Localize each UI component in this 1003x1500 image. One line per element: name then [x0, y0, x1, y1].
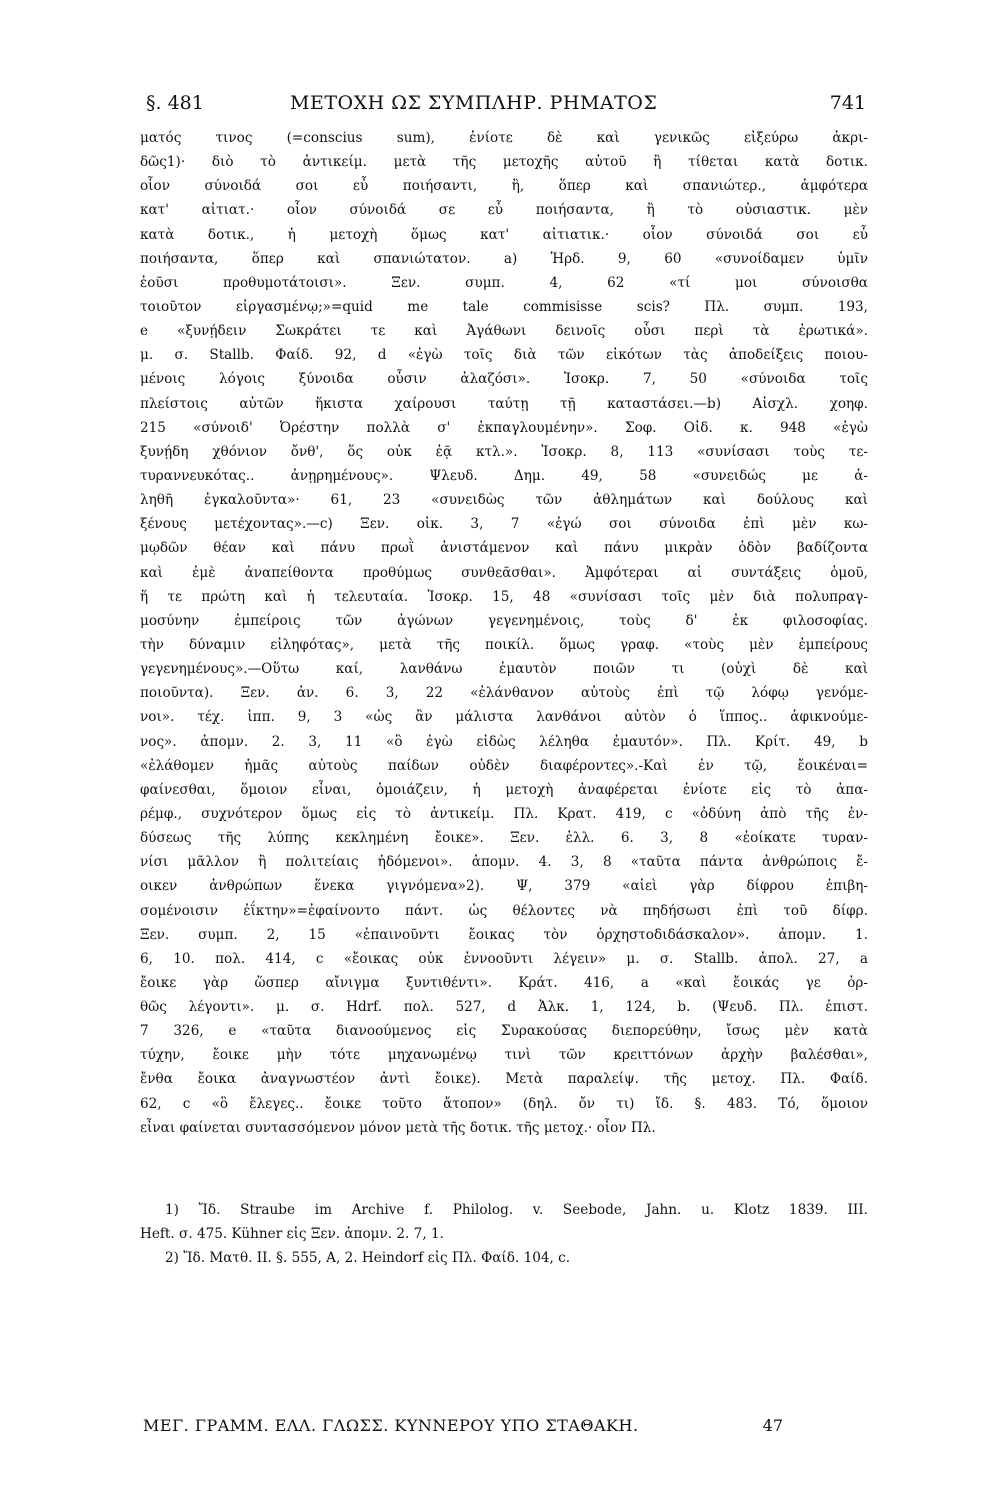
body-line: ἔοικε γὰρ ὥσπερ αἴνιγμα ξυντιθέντι». Κράτ. 416, a «καὶ ἔοικάς γε ὀρ- — [140, 974, 868, 991]
body-text — [140, 126, 868, 1140]
body-line: Ξεν. συμπ. 2, 15 «ἐπαινοῦντι ἔοικας τὸν ὀρχηστοδιδάσκαλον». ἀπομν. 1. — [140, 926, 868, 943]
running-header — [140, 92, 868, 126]
body-line: δύσεως τῆς λύπης κεκλημένη ἔοικε». Ξεν. ἑλλ. 6. 3, 8 «ἐοίκατε τυραν- — [140, 830, 868, 847]
body-line: οικεν ἀνθρώπων ἕνεκα γιγνόμενα»2). Ψ, 379 «αἰεὶ γὰρ δίφρου ἐπιβη- — [140, 878, 868, 895]
body-line: θῶς λέγοντι». μ. σ. Hdrf. πολ. 527, d Ἀλκ. 1, 124, b. (Ψευδ. Πλ. ἐπιστ. — [140, 999, 868, 1016]
body-line: γεγενημένους».—Οὕτω καί, λανθάνω ἐμαυτὸν ποιῶν τι (οὐχὶ δὲ καὶ — [140, 661, 868, 678]
body-line: καὶ ἐμὲ ἀναπείθοντα προθύμως συνθεᾶσθαι». Ἀμφότεραι αἱ συντάξεις ὁμοῦ, — [140, 564, 868, 581]
section-number: §. 481 — [146, 92, 204, 114]
body-line: τοιοῦτον εἰργασμένῳ;»=quid me tale commisisse scis? Πλ. συμπ. 193, — [140, 298, 868, 315]
body-line: «ἐλάθομεν ἡμᾶς αὐτοὺς παίδων οὐδὲν διαφέροντες».-Καὶ ἐν τῷ, ἔοικέναι= — [140, 757, 868, 774]
body-line: μένοις λόγοις ξύνοιδα οὖσιν ἀλαζόσι». Ἰσοκρ. 7, 50 «σύνοιδα τοῖς — [140, 371, 868, 388]
footnote-line: 2) Ἴδ. Ματθ. II. §. 555, A, 2. Heindorf εἰς Πλ. Φαίδ. 104, c. — [165, 1250, 571, 1266]
running-title: ΜΕΤΟΧΗ ΩΣ ΣΥΜΠΛΗΡ. ΡΗΜΑΤΟΣ — [290, 92, 658, 114]
body-line: ξένους μετέχοντας».—c) Ξεν. οἰκ. 3, 7 «ἐγώ σοι σύνοιδα ἐπὶ μὲν κω- — [140, 516, 868, 533]
body-line: τυραννευκότας.. ἀνῃρημένους». Ψλευδ. Δημ. 49, 58 «συνειδώς με ἀ- — [140, 467, 868, 484]
body-line: φαίνεσθαι, ὅμοιον εἶναι, ὁμοιάζειν, ἡ μετοχὴ ἀναφέρεται ἐνίοτε εἰς τὸ ἀπα- — [140, 781, 868, 798]
body-line: e «ξυνῄδειν Σωκράτει τε καὶ Ἀγάθωνι δεινοῖς οὖσι περὶ τὰ ἐρωτικά». — [140, 323, 868, 340]
page-number: 741 — [829, 92, 866, 114]
body-line: 62, c «ὃ ἔλεγες.. ἔοικε τοῦτο ἄτοπον» (δηλ. ὄν τι) ἴδ. §. 483. Τό, ὅμοιον — [140, 1095, 868, 1112]
body-line: ἔνθα ἔοικα ἀναγνωστέον ἀντὶ ἔοικε). Μετὰ παραλείψ. τῆς μετοχ. Πλ. Φαίδ. — [140, 1071, 868, 1088]
body-line: ρέμφ., συχνότερον ὅμως εἰς τὸ ἀντικείμ. Πλ. Κρατ. 419, c «ὀδύνη ἀπὸ τῆς ἐν- — [140, 805, 868, 822]
body-line: μῳδῶν θέαν καὶ πάνυ πρωῒ ἀνιστάμενον καὶ πάνυ μικρὰν ὁδὸν βαδίζοντα — [140, 540, 868, 557]
body-line: σομένοισιν ἐΐκτην»=ἐφαίνοντο πάντ. ὡς θέλοντες νὰ πηδήσωσι ἐπὶ τοῦ δίφρ. — [140, 902, 868, 919]
body-line: οἷον σύνοιδά σοι εὖ ποιήσαντι, ἢ, ὅπερ καὶ σπανιώτερ., ἀμφότερα — [140, 178, 868, 195]
body-line: κατὰ δοτικ., ἡ μετοχὴ ὅμως κατ' αἰτιατικ.· οἷον σύνοιδά σοι εὖ — [140, 226, 868, 243]
body-line: ξυνῄδη χθόνιον ὄνθ', ὅς οὐκ ἐᾷ κτλ.». Ἰσοκρ. 8, 113 «συνίσασι τοὺς τε- — [140, 443, 868, 460]
body-line: τὴν δύναμιν εἰληφότας», μετὰ τῆς ποικίλ. ὅμως γραφ. «τοὺς μὲν ἐμπείρους — [140, 636, 868, 653]
body-line: τύχην, ἔοικε μὴν τότε μηχανωμένῳ τινὶ τῶν κρειττόνων ἀρχὴν βαλέσθαι», — [140, 1047, 868, 1064]
sheet-number: 47 — [762, 1416, 783, 1435]
footnote-line: 1) Ἴδ. Straube im Archive f. Philolog. v. Seebode, Jahn. u. Klotz 1839. III. — [165, 1202, 868, 1218]
body-line: 7 326, e «ταῦτα διανοούμενος εἰς Συρακούσας διεπορεύθην, ἴσως μὲν κατὰ — [140, 1023, 868, 1040]
body-line: μ. σ. Stallb. Φαίδ. 92, d «ἐγὼ τοῖς διὰ τῶν εἰκότων τὰς ἀποδείξεις ποιου- — [140, 347, 868, 364]
signature-line: ΜΕΓ. ΓΡΑΜΜ. ΕΛΛ. ΓΛΩΣΣ. ΚΥΝΝΕΡΟΥ ΥΠΟ ΣΤΑΘΑΚΗ. — [143, 1416, 639, 1435]
body-line: 6, 10. πολ. 414, c «ἔοικας οὐκ ἐννοοῦντι λέγειν» μ. σ. Stallb. ἀπολ. 27, a — [140, 950, 868, 967]
body-line: πλείστοις αὐτῶν ἥκιστα χαίρουσι ταύτῃ τῇ καταστάσει.—b) Αἰσχλ. χοηφ. — [140, 395, 868, 412]
body-line: νος». ἀπομν. 2. 3, 11 «ὃ ἐγὼ εἰδὼς λέληθα ἐμαυτόν». Πλ. Κρίτ. 49, b — [140, 733, 868, 750]
body-line: ἥ τε πρώτη καὶ ἡ τελευταία. Ἰσοκρ. 15, 48 «συνίσασι τοῖς μὲν διὰ πολυπραγ- — [140, 588, 868, 605]
body-line: ἐοῦσι προθυμοτάτοισι». Ξεν. συμπ. 4, 62 «τί μοι σύνοισθα — [140, 274, 868, 291]
body-line: ματός τινος (=conscius sum), ἐνίοτε δὲ καὶ γενικῶς εἰξεύρω ἀκρι- — [140, 130, 868, 146]
body-line: νίσι μᾶλλον ἢ πολιτείαις ἡδόμενοι». ἀπομν. 4. 3, 8 «ταῦτα πάντα ἀνθρώποις ἔ- — [140, 854, 868, 871]
body-line: κατ' αἰτιατ.· οἷον σύνοιδά σε εὖ ποιήσαντα, ἢ τὸ οὐσιαστικ. μὲν — [140, 202, 868, 219]
body-line: ληθῆ ἐγκαλοῦντα»· 61, 23 «συνειδὼς τῶν ἀθλημάτων καὶ δούλους καὶ — [140, 492, 868, 509]
body-line: νοι». τέχ. ἱππ. 9, 3 «ὡς ἂν μάλιστα λανθάνοι αὐτὸν ὁ ἵππος.. ἀφικνούμε- — [140, 709, 868, 726]
body-line: εἶναι φαίνεται συντασσόμενον μόνον μετὰ τῆς δοτικ. τῆς μετοχ.· οἷον Πλ. — [140, 1119, 656, 1136]
body-line: δῶς1)· διὸ τὸ ἀντικείμ. μετὰ τῆς μετοχῆς αὐτοῦ ἢ τίθεται κατὰ δοτικ. — [140, 154, 868, 171]
body-line: ποιήσαντα, ὅπερ καὶ σπανιώτατον. a) Ἡρδ. 9, 60 «συνοίδαμεν ὑμῖν — [140, 250, 868, 267]
body-line: ποιοῦντα). Ξεν. ἀν. 6. 3, 22 «ἐλάνθανον αὐτοὺς ἐπὶ τῷ λόφῳ γενόμε- — [140, 685, 868, 702]
body-line: μοσύνην ἐμπείροις τῶν ἀγώνων γεγενημένοις, τοὺς δ' ἐκ φιλοσοφίας. — [140, 612, 868, 629]
footnotes — [140, 1198, 868, 1270]
body-line: 215 «σύνοιδ' Ὀρέστην πολλὰ σ' ἐκπαγλουμένην». Σοφ. Οἰδ. κ. 948 «ἐγὼ — [140, 419, 868, 436]
page — [140, 92, 868, 1140]
footnote-line: Heft. σ. 475. Kühner εἰς Ξεν. ἀπομν. 2. 7, 1. — [140, 1226, 444, 1242]
